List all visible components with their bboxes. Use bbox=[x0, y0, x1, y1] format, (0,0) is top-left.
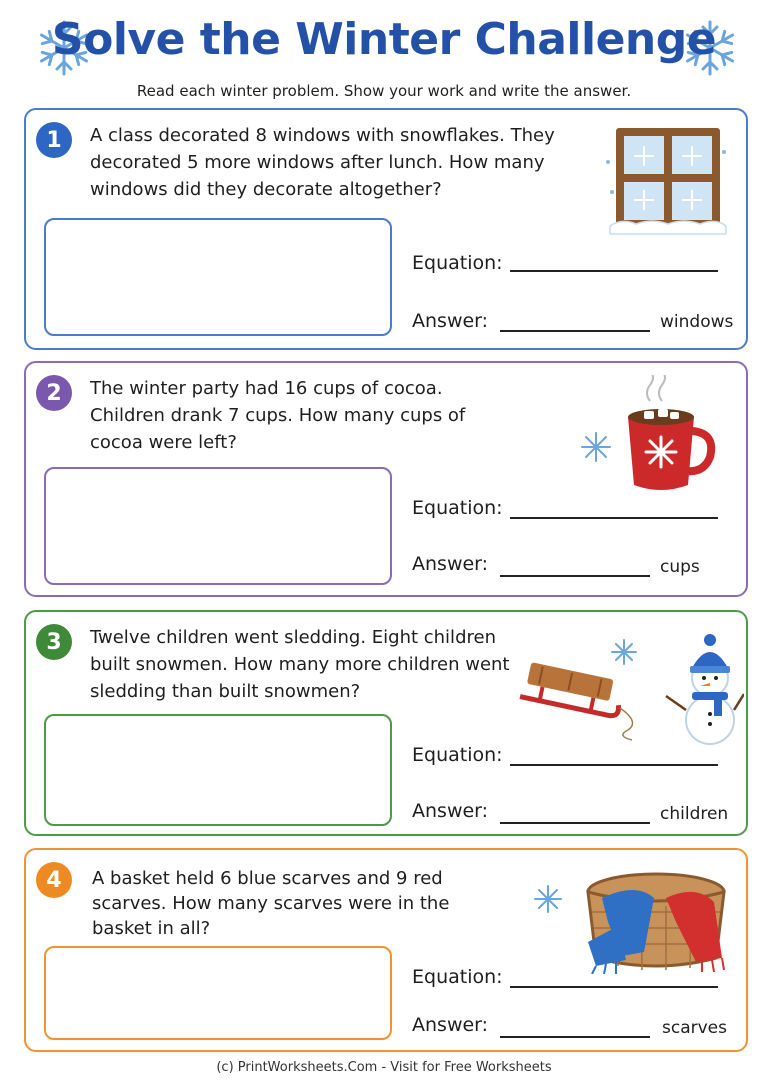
answer-line[interactable] bbox=[500, 822, 650, 824]
sled-snowman-icon bbox=[516, 622, 744, 748]
answer-unit: cups bbox=[660, 557, 700, 577]
problem-text: The winter party had 16 cups of cocoa. Children drank 7 cups. How many cups of cocoa were left? bbox=[90, 378, 466, 453]
problem-number-badge: 3 bbox=[36, 624, 72, 660]
scarf-basket-icon bbox=[526, 862, 726, 974]
problem-card-4 bbox=[24, 848, 748, 1052]
equation-label: Equation: bbox=[412, 252, 503, 274]
answer-label: Answer: bbox=[412, 1014, 489, 1036]
equation-label: Equation: bbox=[412, 966, 503, 988]
equation-answer-line[interactable] bbox=[510, 986, 718, 988]
answer-line[interactable] bbox=[500, 575, 650, 577]
equation-answer-line[interactable] bbox=[510, 764, 718, 766]
work-area-box[interactable] bbox=[44, 946, 392, 1040]
cocoa-mug-icon bbox=[574, 375, 724, 495]
answer-line[interactable] bbox=[500, 330, 650, 332]
equation-label: Equation: bbox=[412, 744, 503, 766]
answer-line[interactable] bbox=[500, 1036, 650, 1038]
answer-unit: windows bbox=[660, 312, 734, 332]
work-area-box[interactable] bbox=[44, 218, 392, 336]
page-title: Solve the Winter Challenge bbox=[51, 14, 717, 65]
equation-answer-line[interactable] bbox=[510, 517, 718, 519]
problem-card-2 bbox=[24, 361, 748, 597]
page-instructions: Read each winter problem. Show your work and write the answer. bbox=[136, 82, 632, 100]
answer-label: Answer: bbox=[412, 553, 489, 575]
answer-unit: scarves bbox=[662, 1018, 727, 1038]
answer-unit: children bbox=[660, 804, 729, 824]
problem-number-badge: 4 bbox=[36, 862, 72, 898]
problem-number-badge: 1 bbox=[36, 122, 72, 158]
problem-card-3 bbox=[24, 610, 748, 836]
footer-credit: (c) PrintWorksheets.Com - Visit for Free Worksheets bbox=[216, 1060, 552, 1075]
problem-card-1 bbox=[24, 108, 748, 350]
problem-text: A basket held 6 blue scarves and 9 red scarves. How many scarves were in the basket in all? bbox=[92, 868, 450, 939]
work-area-box[interactable] bbox=[44, 467, 392, 585]
problem-text: A class decorated 8 windows with snowflakes. They decorated 5 more windows after lunch. How many windows did they decorate altogether? bbox=[90, 125, 555, 200]
answer-label: Answer: bbox=[412, 310, 489, 332]
answer-label: Answer: bbox=[412, 800, 489, 822]
window-icon bbox=[602, 122, 732, 244]
problem-number-badge: 2 bbox=[36, 375, 72, 411]
work-area-box[interactable] bbox=[44, 714, 392, 826]
problem-text: Twelve children went sledding. Eight children built snowmen. How many more children went sledding than built snowmen? bbox=[90, 627, 510, 702]
equation-answer-line[interactable] bbox=[510, 270, 718, 272]
equation-label: Equation: bbox=[412, 497, 503, 519]
